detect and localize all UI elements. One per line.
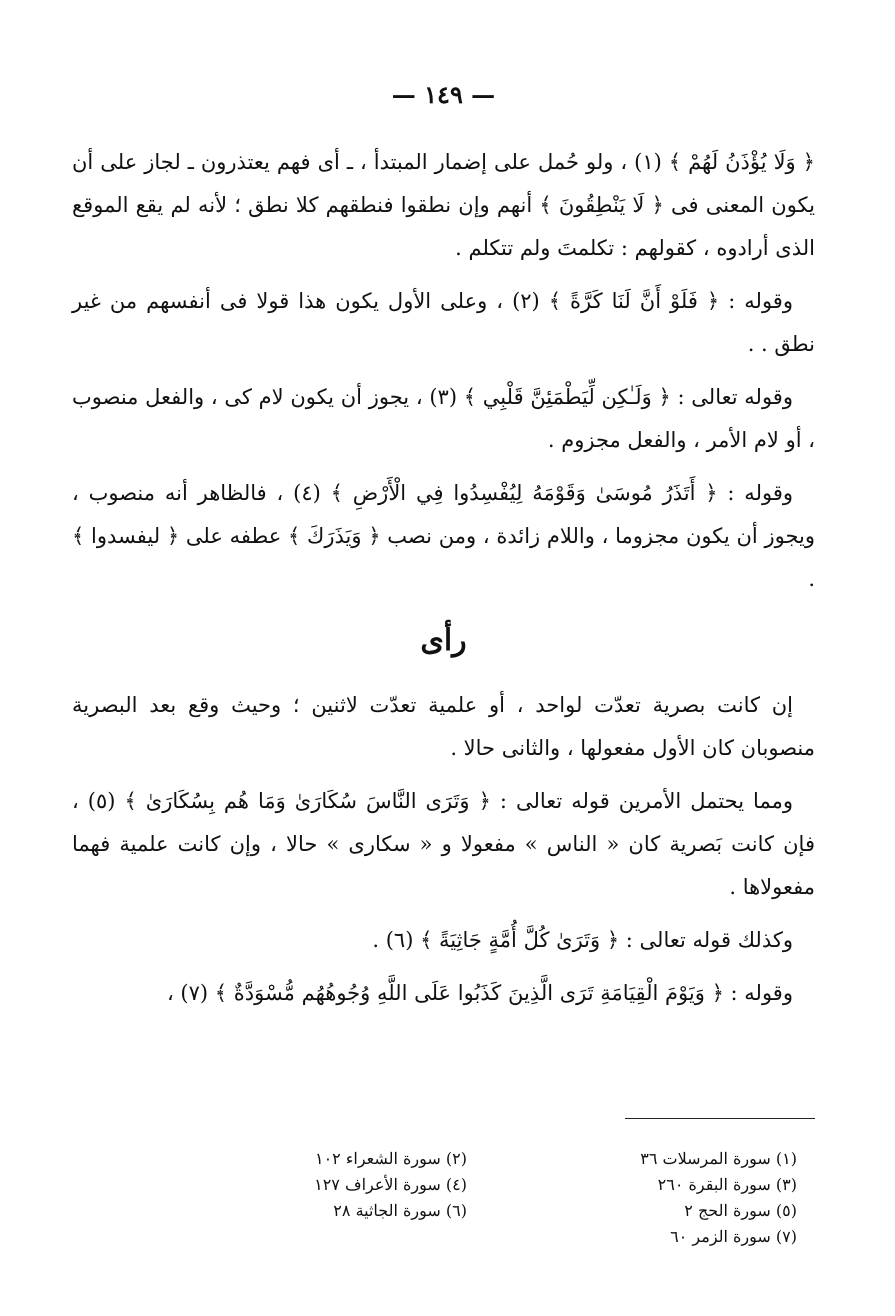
paragraph-4: وقوله : ﴿ أَتَذَرُ مُوسَىٰ وَقَوْمَهُ لِيُفْسِدُوا فِي الْأَرْضِ ﴾ (٤) ، فالظاهر أنه منصوب ، ويجوز أن يكون مجزوما ، واللام زائدة ، ومن نصب ﴿ وَيَذَرَكَ ﴾ عطفه على ﴿ ليفسدوا ﴾ . xyxy=(72,481,815,591)
section-paragraph-1: إن كانت بصرية تعدّت لواحد ، أو علمية تعدّت لاثنين ؛ وحيث وقع بعد البصرية منصوبان كان الأول مفعولها ، والثانى حالا . xyxy=(72,693,815,760)
page-number: — ١٤٩ — xyxy=(391,80,496,109)
section-paragraph-3: وكذلك قوله تعالى : ﴿ وَتَرَىٰ كُلَّ أُمَّةٍ جَاثِيَةً ﴾ (٦) . xyxy=(372,928,793,952)
paragraph-3: وقوله تعالى : ﴿ وَلَـٰكِن لِّيَطْمَئِنَّ قَلْبِي ﴾ (٣) ، يجوز أن يكون لام كى ، والفعل منصوب ، أو لام الأمر ، والفعل مجزوم . xyxy=(72,385,815,452)
footnote-7: (٧) سورة الزمر ٦٠ xyxy=(670,1227,797,1246)
footnote-divider xyxy=(625,1118,815,1119)
footnote-4: (٤) سورة الأعراف ١٢٧ xyxy=(314,1175,467,1194)
section-paragraph-4: وقوله : ﴿ وَيَوْمَ الْقِيَامَةِ تَرَى الَّذِينَ كَذَبُوا عَلَى اللَّهِ وُجُوهُهُم مُّسْوَدَّةٌ ﴾ (٧) ، xyxy=(166,981,793,1005)
footnote-1: (١) سورة المرسلات ٣٦ xyxy=(640,1149,797,1168)
paragraph-1: ﴿ وَلَا يُؤْذَنُ لَهُمْ ﴾ (١) ، ولو حُمل على إضمار المبتدأ ، ـ أى فهم يعتذرون ـ لجاز على أن يكون المعنى فى ﴿ لَا يَنْطِقُونَ ﴾ أنهم وإن نطقوا فنطقهم كلا نطق ؛ لأنه لم يقع الموقع الذى أرادوه ، كقولهم : تكلمتَ ولم تتكلم . xyxy=(72,150,815,260)
footnote-5: (٥) سورة الحج ٢ xyxy=(684,1201,797,1220)
footnotes xyxy=(197,1148,797,1248)
footnote-3: (٣) سورة البقرة ٢٦٠ xyxy=(657,1175,797,1194)
footnote-2: (٢) سورة الشعراء ١٠٢ xyxy=(314,1149,467,1168)
footnote-6: (٦) سورة الجاثية ٢٨ xyxy=(333,1201,467,1220)
section-heading: رأى xyxy=(420,623,467,658)
section-paragraph-2: ومما يحتمل الأمرين قوله تعالى : ﴿ وَتَرَى النَّاسَ سُكَارَىٰ وَمَا هُم بِسُكَارَىٰ ﴾ (٥) ، فإن كانت بَصرية كان « الناس » مفعولا و « سكارى » حالا ، وإن كانت علمية فهما مفعولاها . xyxy=(72,789,815,899)
paragraph-2: وقوله : ﴿ فَلَوْ أَنَّ لَنَا كَرَّةً ﴾ (٢) ، وعلى الأول يكون هذا قولا فى أنفسهم من غير نطق . . xyxy=(72,289,815,356)
